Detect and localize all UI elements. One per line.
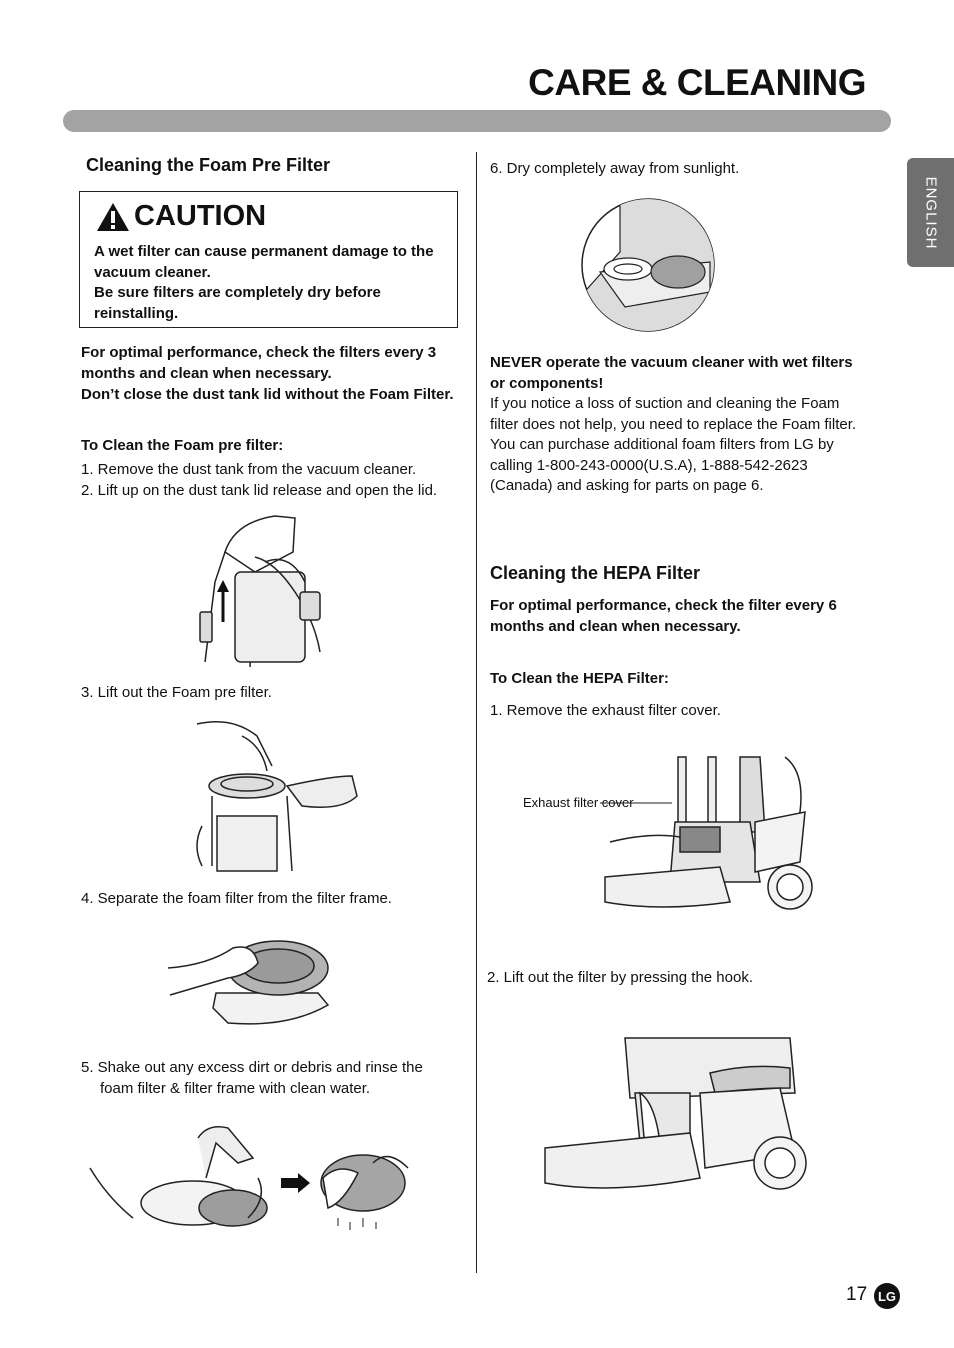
subheading-foam: To Clean the Foam pre filter:	[81, 437, 284, 454]
caution-line: A wet filter can cause permanent damage to the vacuum cleaner.	[94, 243, 434, 281]
step-4: 4. Separate the foam filter from the filter frame.	[81, 890, 392, 907]
page-number: 17	[846, 1284, 868, 1305]
section-title-hepa: Cleaning the HEPA Filter	[490, 563, 701, 583]
note-check-filters: For optimal performance, check the filters every 3 months and clean when necessary.	[81, 344, 437, 382]
caution-box	[79, 191, 458, 328]
exhaust-filter-label: Exhaust filter cover	[523, 795, 634, 810]
illustration-drying	[580, 197, 716, 333]
lg-logo-icon	[873, 1282, 901, 1310]
notes	[81, 343, 466, 406]
step-5: 5. Shake out any excess dirt or debris and rinse the foam filter & filter frame with clean water.	[81, 1059, 423, 1097]
title-bar	[63, 110, 891, 132]
step-1: 1. Remove the dust tank from the vacuum cleaner.	[81, 461, 417, 478]
section-title-foam: Cleaning the Foam Pre Filter	[86, 155, 331, 175]
page-title: CARE & CLEANING	[528, 62, 866, 103]
caution-line: Be sure filters are completely dry before reinstalling.	[94, 284, 381, 322]
steps-1-2	[81, 460, 461, 501]
step-6: 6. Dry completely away from sunlight.	[490, 160, 740, 177]
hepa-step-2: 2. Lift out the filter by pressing the hook.	[487, 969, 753, 986]
illustration-lift-foam-filter	[192, 716, 367, 876]
illustration-rinse-filter	[88, 1118, 413, 1238]
caution-text	[94, 242, 449, 324]
illustration-lift-hepa	[540, 1033, 815, 1195]
column-divider	[476, 152, 477, 1273]
illustration-separate-foam	[168, 933, 333, 1029]
warning-icon	[96, 202, 130, 232]
caution-word: CAUTION	[134, 200, 267, 232]
hepa-note: For optimal performance, check the filter every 6 months and clean when necessary.	[490, 597, 837, 635]
note-dust-tank: Don’t close the dust tank lid without the Foam Filter.	[81, 386, 454, 403]
step-3: 3. Lift out the Foam pre filter.	[81, 684, 272, 701]
illustration-exhaust-cover	[600, 752, 818, 912]
illustration-lift-lid	[195, 512, 335, 670]
language-tab	[907, 158, 954, 267]
step-2: 2. Lift up on the dust tank lid release and open the lid.	[81, 481, 438, 499]
caution-heading	[96, 200, 266, 233]
wet-warning	[490, 353, 862, 497]
step-5-wrap	[81, 1058, 441, 1099]
wet-warning-bold: NEVER operate the vacuum cleaner with wet filters or components!	[490, 354, 853, 392]
lg-logo-text: LG	[877, 1289, 897, 1304]
language-tab-label: ENGLISH	[922, 176, 939, 249]
hepa-step-1: 1. Remove the exhaust filter cover.	[490, 702, 721, 719]
subheading-hepa: To Clean the HEPA Filter:	[490, 670, 669, 687]
wet-warning-text: If you notice a loss of suction and cleaning the Foam filter does not help, you need to replace the Foam filter. You can purchase additional foam filters from LG by calling 1-800-243-0000(U.S.A), 1-888-542-2623 (Canada) and asking for parts on page 6.	[490, 395, 857, 494]
